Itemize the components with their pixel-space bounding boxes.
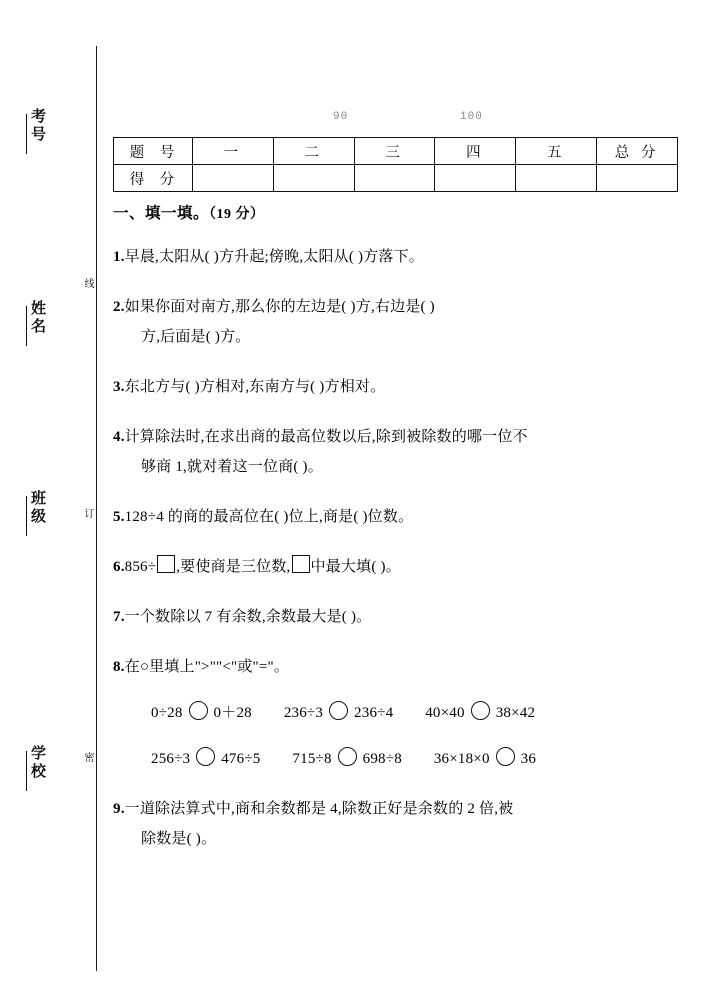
score-table — [113, 137, 678, 192]
question-3 — [113, 372, 685, 402]
header-number-100: 100 — [460, 111, 483, 123]
question-7 — [113, 602, 685, 632]
section-title — [113, 206, 685, 222]
compare-item-3-left: 40×40 — [425, 705, 465, 721]
compare-circle-6[interactable] — [496, 747, 515, 766]
compare-item-6-right: 36 — [520, 751, 537, 767]
question-8-number: 8. — [113, 659, 125, 675]
question-4 — [113, 422, 685, 482]
question-3-number: 3. — [113, 379, 125, 395]
score-table-col-5: 五 — [516, 138, 597, 165]
compare-item-5 — [292, 744, 401, 774]
answer-box-divisor[interactable] — [157, 555, 175, 573]
question-1-number: 1. — [113, 249, 125, 265]
question-1 — [113, 242, 685, 272]
compare-item-4-left: 256÷3 — [151, 751, 191, 767]
compare-item-3-right: 38×42 — [495, 705, 536, 721]
question-6-mid: ,要使商是三位数, — [176, 559, 291, 575]
compare-item-5-right: 698÷8 — [362, 751, 402, 767]
margin-label-school: 学校 — [26, 745, 48, 791]
margin-label-exam-number: 考号 — [26, 108, 48, 154]
question-9-line-2: 除数是( )。 — [141, 831, 217, 847]
compare-item-1 — [151, 698, 252, 728]
question-1-line-1: 早晨,太阳从( )方升起;傍晚,太阳从( )方落下。 — [124, 249, 425, 265]
score-cell-1[interactable] — [193, 165, 274, 192]
score-cell-2[interactable] — [273, 165, 354, 192]
margin-seal-bind: 订 — [82, 508, 93, 519]
margin-label-class: 班级 — [26, 490, 48, 536]
question-2 — [113, 292, 685, 352]
compare-item-1-left: 0÷28 — [151, 705, 183, 721]
margin-seal-secret: 密 — [82, 752, 93, 763]
question-2-number: 2. — [113, 299, 125, 315]
section-title-text: 一、填一填。 — [113, 205, 210, 222]
question-4-line-1: 计算除法时,在求出商的最高位数以后,除到被除数的哪一位不 — [124, 429, 528, 445]
score-table-row-label-score: 得 分 — [114, 165, 193, 192]
compare-item-2-left: 236÷3 — [283, 705, 324, 721]
compare-item-6-left: 36×18×0 — [433, 751, 490, 767]
score-table-col-1: 一 — [193, 138, 274, 165]
score-cell-total[interactable] — [597, 165, 678, 192]
binding-line — [96, 46, 97, 971]
compare-circle-1[interactable] — [189, 701, 208, 720]
question-2-line-2: 方,后面是( )方。 — [141, 329, 251, 345]
question-7-number: 7. — [113, 609, 125, 625]
question-4-number: 4. — [113, 429, 125, 445]
compare-circle-5[interactable] — [338, 747, 357, 766]
compare-item-1-right: 0＋28 — [213, 705, 252, 721]
exam-body — [113, 206, 685, 854]
compare-row-2 — [113, 744, 685, 774]
compare-item-2-right: 236÷4 — [354, 705, 394, 721]
question-5-line-1: 128÷4 的商的最高位在( )位上,商是( )位数。 — [124, 509, 414, 525]
question-6-number: 6. — [113, 559, 125, 575]
compare-circle-4[interactable] — [196, 747, 215, 766]
question-9 — [113, 794, 685, 854]
compare-item-5-left: 715÷8 — [292, 751, 332, 767]
compare-circle-3[interactable] — [471, 701, 490, 720]
compare-item-4 — [151, 744, 260, 774]
question-8-line-1: 在○里填上">""<"或"="。 — [124, 659, 290, 675]
margin-seal-line: 线 — [82, 278, 93, 289]
score-cell-5[interactable] — [516, 165, 597, 192]
compare-circle-2[interactable] — [329, 701, 348, 720]
score-table-col-2: 二 — [273, 138, 354, 165]
question-7-line-1: 一个数除以 7 有余数,余数最大是( )。 — [124, 609, 372, 625]
section-points: （19 分） — [209, 207, 265, 222]
question-3-line-1: 东北方与( )方相对,东南方与( )方相对。 — [124, 379, 386, 395]
header-number-90: 90 — [333, 111, 349, 123]
compare-item-6 — [434, 744, 536, 774]
question-2-line-1: 如果你面对南方,那么你的左边是( )方,右边是( ) — [124, 299, 435, 315]
question-5-number: 5. — [113, 509, 125, 525]
score-table-col-3: 三 — [354, 138, 435, 165]
question-6-pre: 856÷ — [124, 559, 157, 575]
compare-row-1 — [113, 698, 685, 728]
score-cell-3[interactable] — [354, 165, 435, 192]
question-6 — [113, 552, 685, 582]
question-8 — [113, 652, 685, 774]
question-9-number: 9. — [113, 801, 125, 817]
compare-item-4-right: 476÷5 — [221, 751, 261, 767]
table-row-header — [114, 138, 678, 165]
answer-box-divisor-2[interactable] — [292, 555, 310, 573]
table-row-scores — [114, 165, 678, 192]
margin-label-name: 姓名 — [26, 300, 48, 346]
question-4-line-2: 够商 1,就对着这一位商( )。 — [141, 459, 323, 475]
compare-item-2 — [284, 698, 393, 728]
score-table-col-4: 四 — [435, 138, 516, 165]
question-6-post: 中最大填( )。 — [310, 559, 401, 575]
score-table-row-label-number: 题 号 — [114, 138, 193, 165]
score-cell-4[interactable] — [435, 165, 516, 192]
score-table-col-total: 总 分 — [597, 138, 678, 165]
compare-item-3 — [425, 698, 535, 728]
question-9-line-1: 一道除法算式中,商和余数都是 4,除数正好是余数的 2 倍,被 — [124, 801, 514, 817]
question-5 — [113, 502, 685, 532]
